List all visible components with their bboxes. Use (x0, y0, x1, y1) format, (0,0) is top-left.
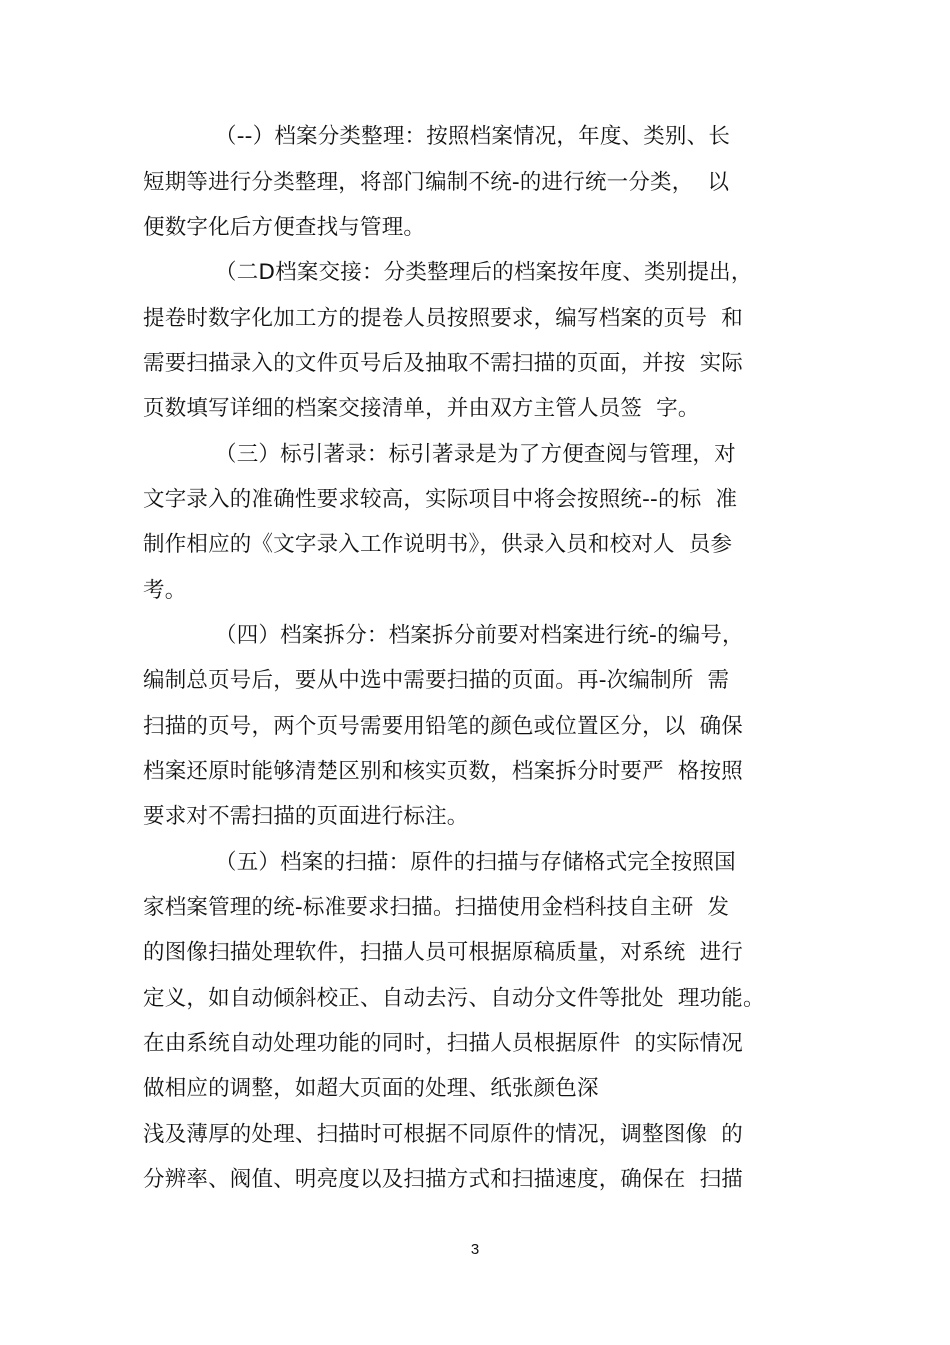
text-line: 提卷时数字化加工方的提卷人员按照要求，编写档案的页号 和 (143, 306, 743, 331)
text-line: （三）标引著录：标引著录是为了方便查阅与管理，对 (215, 442, 736, 467)
text-line: 扫描的页号，两个页号需要用铅笔的颜色或位置区分，以 确保 (143, 714, 743, 739)
page-number: 3 (470, 1241, 480, 1258)
text-line: 家档案管理的统-标准要求扫描。扫描使用金档科技自主研 发 (143, 895, 730, 920)
text-line: 做相应的调整，如超大页面的处理、纸张颜色深 (143, 1076, 599, 1101)
text-line: 定义，如自动倾斜校正、自动去污、自动分文件等批处 理功能。 (143, 986, 765, 1011)
text-line: 需要扫描录入的文件页号后及抽取不需扫描的页面，并按 实际 (143, 351, 743, 376)
text-line: 分辨率、阀值、明亮度以及扫描方式和扫描速度，确保在 扫描 (143, 1167, 743, 1192)
text-line: 在由系统自动处理功能的同时，扫描人员根据原件 的实际情况 (143, 1031, 743, 1056)
text-line: 浅及薄厚的处理、扫描时可根据不同原件的情况，调整图像 的 (143, 1122, 743, 1147)
text-line: （--）档案分类整理：按照档案情况，年度、类别、长 (215, 124, 731, 149)
text-line: 的图像扫描处理软件，扫描人员可根据原稿质量，对系统 进行 (143, 940, 743, 965)
text-line: 档案还原时能够清楚区别和核实页数，档案拆分时要严 格按照 (143, 759, 743, 784)
text-line: 制作相应的《文字录入工作说明书》，供录入员和校对人 员参 (143, 532, 733, 557)
text-line: （五）档案的扫描：原件的扫描与存储格式完全按照国 (215, 850, 736, 875)
text-line: 考。 (143, 578, 187, 603)
text-line: （二D档案交接：分类整理后的档案按年度、类别提出， (215, 260, 753, 285)
text-line: 文字录入的准确性要求较高，实际项目中将会按照统--的标 准 (143, 487, 738, 512)
text-line: 编制总页号后，要从中选中需要扫描的页面。再-次编制所 需 (143, 668, 730, 693)
text-line: （四）档案拆分：档案拆分前要对档案进行统-的编号， (215, 623, 744, 648)
text-line: 要求对不需扫描的页面进行标注。 (143, 804, 469, 829)
text-line: 便数字化后方便查找与管理。 (143, 215, 426, 240)
text-line: 页数填写详细的档案交接清单，并由双方主管人员签 字。 (143, 396, 700, 421)
text-line: 短期等进行分类整理，将部门编制不统-的进行统一分类， 以 (143, 170, 730, 195)
